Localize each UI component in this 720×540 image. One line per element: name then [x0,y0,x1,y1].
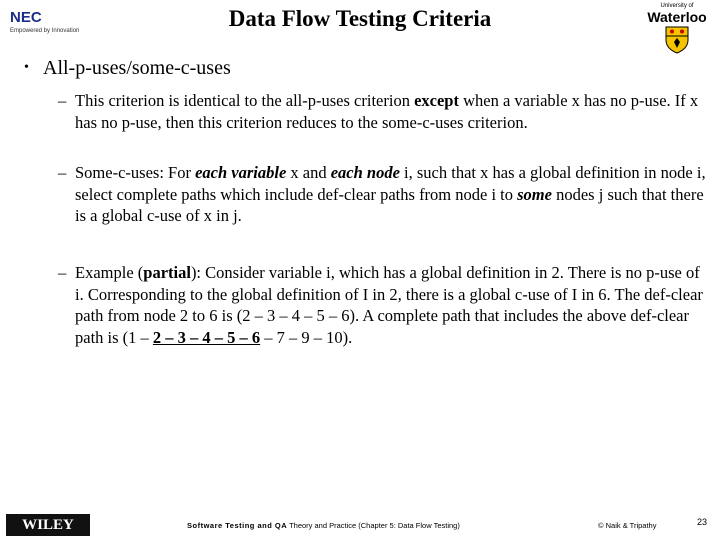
uw-logo [638,3,716,59]
page-number: 23 [697,517,708,527]
wiley-logo [6,514,90,536]
text: This criterion is identical to the all-p-uses criterion [75,91,415,110]
text: when a variable x has no p-use. If x has no p-use, then this criterion reduces to the some-c-uses criterion. [75,91,699,132]
wiley-logo-text: WILEY [22,516,74,533]
bullet-marker: • [24,60,29,75]
bullet-text: All-p-uses/some-c-uses [43,57,231,79]
slide-title: Data Flow Testing Criteria [228,6,492,31]
text: x and [286,163,331,182]
text: i, such that x has a global definition in node i, select complete paths which include def-clear paths from node i to [75,163,706,204]
footer-copyright: © Naik & Tripathy [598,521,657,530]
dash-marker: – [58,263,67,282]
text: Some-c-uses: For [75,163,196,182]
uw-logo-small: University of [660,3,694,9]
emphasis-except: except [414,91,459,110]
footer-book-bold: Software Testing and QA [187,521,288,530]
emphasis-some: some [517,184,552,204]
sub-item-1 [58,90,708,133]
text: ): Consider variable i, which has a global definition in 2. There is no p-use of i. Corresponding to the global definition of I in 2, there is a global c-use of I in 6. The def-clear path from node 2 to 6 is (2 – 3 – 4 – 5 – 6). A complete path that includes the above def-clear path is (1 – [75,263,703,347]
nec-logo-text: NEC [10,9,42,26]
emphasis-each-node: each node [330,163,400,182]
text: – 7 – 9 – 10). [260,327,353,347]
text: Example ( [75,263,144,282]
dash-marker: – [58,91,67,110]
underlined-path: 2 – 3 – 4 – 5 – 6 [152,327,261,347]
nec-tagline: Empowered by Innovation [10,28,80,34]
emphasis-partial: partial [143,263,191,282]
footer-book [187,521,460,530]
dash-marker: – [58,163,67,182]
emphasis-each-variable: each variable [195,163,287,182]
uw-shield-icon [665,26,689,54]
footer-book-rest: Theory and Practice (Chapter 5: Data Flow Testing) [287,521,460,530]
sub-item-2 [58,162,708,227]
uw-logo-name: Waterloo [647,9,707,25]
sub-item-3 [58,262,708,348]
text: nodes j such that there is a global c-use of x in j. [75,184,704,225]
